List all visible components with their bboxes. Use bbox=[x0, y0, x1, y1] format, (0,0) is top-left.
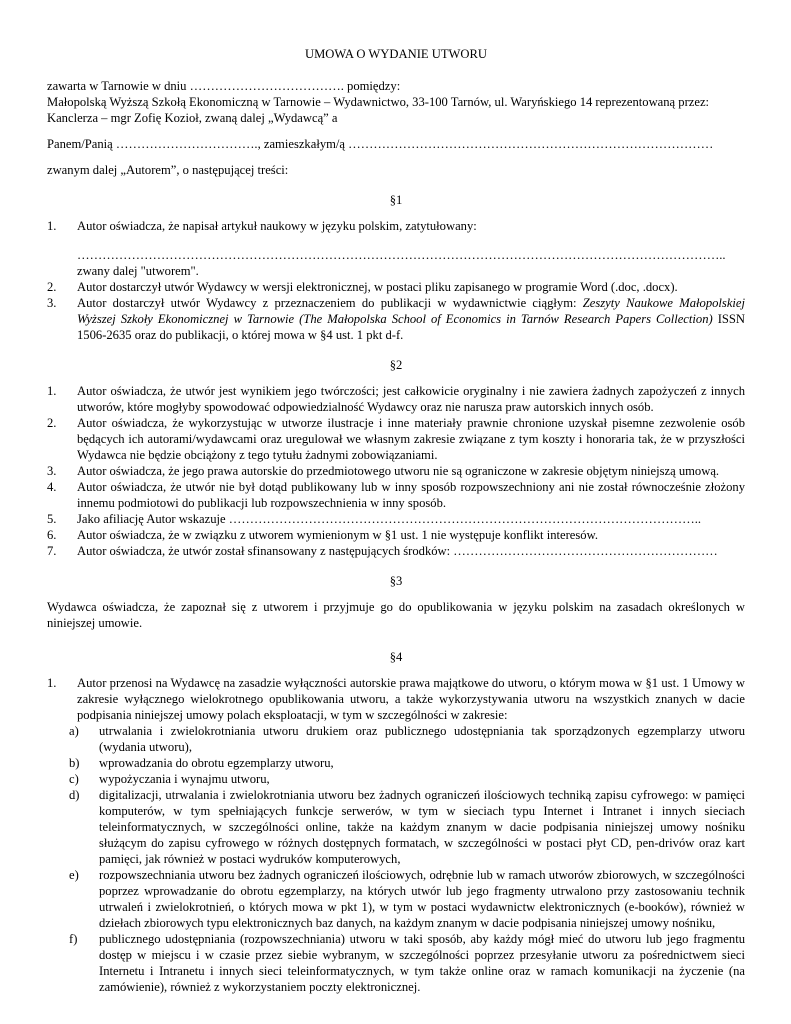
s2-item-2 bbox=[47, 415, 745, 463]
list-number: 3. bbox=[47, 464, 57, 478]
title-dots: ……………………………………………………………………………………………………………………………………….. bbox=[77, 248, 726, 262]
sublist-text: wprowadzania do obrotu egzemplarzy utworu, bbox=[99, 756, 334, 770]
section-4-heading: §4 bbox=[389, 650, 403, 664]
list-text: Autor przenosi na Wydawcę na zasadzie wyłączności autorskie prawa majątkowe do utworu, o którym mowa w §1 ust. 1 Umowy w zakresie wyłącznego wielokrotnego opublikowania utworu, a także wykorzystywania utworu na wszystkich znanych w dacie podpisania niniejszej umowy polach eksploatacji, w tym w szczególności w zakresie: bbox=[77, 676, 745, 722]
intro-publisher-line: Małopolską Wyższą Szkołą Ekonomiczną w Tarnowie – Wydawnictwo, 33-100 Tarnów, ul. Waryńskiego 14 reprezentowaną przez: bbox=[47, 95, 710, 109]
sublist-text: rozpowszechniania utworu bez żadnych ograniczeń ilościowych, odrębnie lub w ramach utworów zbiorowych, w szczególności poprzez wprowadzanie do obrotu egzemplarzy, na których utwór lub jego fragmenty utrwalono przy zastosowaniu technik utrwaleń i zwielokrotnień, o których mowa w pkt 1), w tym w postaci wydawnictw elektronicznych (e-booków), również w dziełach zbiorowych typu elektronicznych baz danych, na każdym znanym w dacie podpisania niniejszej umowy nośniku, bbox=[99, 868, 745, 930]
section-3-heading: §3 bbox=[389, 574, 403, 588]
s4-subitem-d bbox=[47, 787, 745, 867]
s2-item-1 bbox=[47, 383, 745, 415]
sublist-text: utrwalania i zwielokrotniania utworu drukiem oraz publicznego udostępniania tak sporządzonych egzemplarzy utworu (wydania utworu), bbox=[99, 724, 745, 754]
document-page bbox=[47, 46, 745, 995]
s2-item-4 bbox=[47, 479, 745, 511]
s3-text: Wydawca oświadcza, że zapoznał się z utworem i przyjmuje go do opublikowania w języku polskim na zasadach określonych w niniejszej umowie. bbox=[47, 600, 745, 630]
list-number: 2. bbox=[47, 280, 57, 294]
s4-subitem-b bbox=[47, 755, 745, 771]
sublist-letter: b) bbox=[69, 756, 80, 770]
s4-subitem-f bbox=[47, 931, 745, 995]
list-text: Autor oświadcza, że utwór został sfinansowany z następujących środków: ……………………………………………………… bbox=[77, 544, 718, 558]
list-text: zwany dalej "utworem". bbox=[77, 264, 199, 278]
list-number: 4. bbox=[47, 480, 57, 494]
list-number: 1. bbox=[47, 676, 57, 690]
list-text: Autor oświadcza, że w związku z utworem wymienionym w §1 ust. 1 nie występuje konflikt interesów. bbox=[77, 528, 598, 542]
s4-subitem-a bbox=[47, 723, 745, 755]
section-2-heading: §2 bbox=[389, 358, 403, 372]
sublist-text: publicznego udostępniania (rozpowszechniania) utworu w taki sposób, aby każdy mógł mieć do utworu lub jego fragmentu dostęp w miejscu i w czasie przez siebie wybranym, w szczególności poprzez przesyłanie utworu za pośrednictwem sieci Internetu i Intranetu i innych sieci teleinformatycznych, w tym także online oraz w ramach komunikacji na życzenie (na zamówienie), również z wykorzystaniem poczty elektronicznej. bbox=[99, 932, 745, 994]
sublist-letter: a) bbox=[69, 724, 79, 738]
s1-item-2 bbox=[47, 279, 745, 295]
list-text-after: ISSN 1506-2635 oraz do publikacji, o której mowa w §4 ust. 1 pkt d-f. bbox=[77, 312, 745, 342]
sublist-text: wypożyczania i wynajmu utworu, bbox=[99, 772, 270, 786]
list-text: Autor oświadcza, że utwór jest wynikiem jego twórczości; jest całkowicie oryginalny i nie zawiera żadnych zapożyczeń z innych utworów, które mogłyby spowodować odpowiedzialność Wydawcy oraz nie narusza praw autorskich innych osób. bbox=[77, 384, 745, 414]
s1-item-1 bbox=[47, 218, 745, 234]
list-text: Jako afiliację Autor wskazuje ………………………………………………………………………………………………….. bbox=[77, 512, 702, 526]
sublist-letter: f) bbox=[69, 932, 78, 946]
s2-item-3 bbox=[47, 463, 745, 479]
s4-subitem-e bbox=[47, 867, 745, 931]
intro-author-called-line: zwanym dalej „Autorem”, o następującej treści: bbox=[47, 163, 289, 177]
intro-date-line: zawarta w Tarnowie w dniu ………………………………. pomiędzy: bbox=[47, 79, 401, 93]
list-number: 1. bbox=[47, 384, 57, 398]
s4-subitem-c bbox=[47, 771, 745, 787]
list-text-before: Autor dostarczył utwór Wydawcy z przeznaczeniem do publikacji w wydawnictwie ciągłym: bbox=[77, 296, 583, 310]
sublist-text: digitalizacji, utrwalania i zwielokrotniania utworu bez żadnych ograniczeń ilościowych techniką zapisu cyfrowego: w pamięci komputerów, w tym spełniających funkcje serwerów, w tym w sieciach typu Internet i Intranet i innych sieciach teleinformatycznych, w szczególności online, także na każdym znanym w dacie podpisania niniejszej umowy nośniku służącym do zapisu cyfrowego w różnych dostępnych formatach, w szczególności w postaci płyt CD, pen-drivów oraz kart pamięci, jak również w postaci wydruków komputerowych, bbox=[99, 788, 745, 866]
s2-item-6 bbox=[47, 527, 745, 543]
list-number: 3. bbox=[47, 296, 57, 310]
sublist-letter: c) bbox=[69, 772, 79, 786]
s2-item-7 bbox=[47, 543, 745, 559]
list-number: 6. bbox=[47, 528, 57, 542]
s1-item-3 bbox=[47, 295, 745, 343]
document-title: UMOWA O WYDANIE UTWORU bbox=[304, 47, 487, 61]
sublist-letter: e) bbox=[69, 868, 79, 882]
list-number: 1. bbox=[47, 219, 57, 233]
sublist-letter: d) bbox=[69, 788, 80, 802]
s2-item-5 bbox=[47, 511, 745, 527]
journal-title: Zeszyty Naukowe Małopolskiej Wyższej Szkoły Ekonomicznej w Tarnowie (The Małopolska School of Economics in Tarnów Research Papers Collection) bbox=[77, 296, 745, 326]
list-text: Autor oświadcza, że wykorzystując w utworze ilustracje i inne materiały prawnie chronione uzyskał pisemne zezwolenie osób będących ich autorami/wydawcami oraz uregulował we własnym zakresie związane z tym koszty i honoraria tak, że w przyszłości Wydawca nie będzie obciążony z tego tytułu żadnymi zobowiązaniami. bbox=[77, 416, 745, 462]
list-number: 7. bbox=[47, 544, 57, 558]
list-number: 2. bbox=[47, 416, 57, 430]
intro-author-line: Panem/Panią ……………………………., zamieszkałym/ą …………………………………………………………………………… bbox=[47, 137, 714, 151]
intro-representative-line: Kanclerza – mgr Zofię Kozioł, zwaną dalej „Wydawcą” a bbox=[47, 111, 338, 125]
list-text: Autor oświadcza, że napisał artykuł naukowy w języku polskim, zatytułowany: bbox=[77, 219, 477, 233]
list-text: Autor dostarczył utwór Wydawcy w wersji elektronicznej, w postaci pliku zapisanego w programie Word (.doc, .docx). bbox=[77, 280, 678, 294]
s4-item-1 bbox=[47, 675, 745, 723]
list-number: 5. bbox=[47, 512, 57, 526]
list-text: Autor oświadcza, że jego prawa autorskie do przedmiotowego utworu nie są ograniczone w zakresie objętym niniejszą umową. bbox=[77, 464, 720, 478]
s1-item-called bbox=[47, 263, 745, 279]
section-1-heading: §1 bbox=[389, 193, 403, 207]
s1-title-placeholder bbox=[47, 247, 745, 263]
list-text: Autor oświadcza, że utwór nie był dotąd publikowany lub w inny sposób rozpowszechniony ani nie został równocześnie złożony innemu podmiotowi do publikacji lub rozpowszechnienia w inny sposób. bbox=[77, 480, 745, 510]
